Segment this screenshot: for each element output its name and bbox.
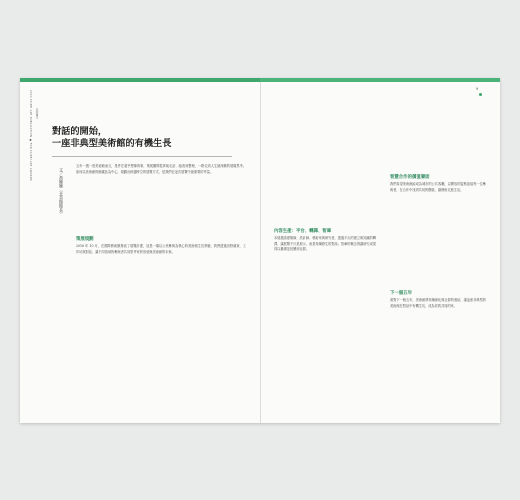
section-body-2: 本展邀請建築師、設計師、藝術家與研究者，透過平台的建立與知識的轉譯，讓展覽不只是展示，而是持續發生的對話；智庫的概念則讓研究成果得以累積並回饋到社群。 (274, 236, 376, 252)
running-head-right: 家的重量 (35, 108, 38, 119)
intro-paragraph: 五年一遇一度美術館而言，是件在超乎想像的事，策展團隊從實地走訪、踏查到整理，一路走到人生最深層的展場思考。如何以美術館的館藏品為中心，規劃出跨越時空的展覽方式，是我們在這次展覽中最重要的考量。 (76, 164, 246, 174)
section-body-1: 2016 年 10 月，在國際藝術節發表了展覽計畫，這是一場以公民參與為核心的美術館生長實驗，我們透過田野調查、工作坊與對話，讓不同領域的參與者共同思考家的形狀與美術館的未來。 (76, 244, 246, 254)
title-line-2: 一座非典型美術館的有機生長 (52, 138, 172, 149)
book-spread (20, 78, 500, 423)
section-heading-3: 智慧合作的價值層面 (390, 175, 430, 180)
page-gutter (260, 82, 261, 423)
title-line-1: 對話的開始， (52, 126, 108, 137)
article-title (52, 126, 171, 150)
title-rule (52, 156, 232, 157)
section-heading-4: 下一個五年 (390, 291, 412, 296)
top-accent-bar-right (260, 78, 500, 82)
folio-marker (479, 93, 482, 96)
running-head-left: 2020 TAIPEI ART PUBLICATION ● FOR TAIPEI ART AWARDS (29, 90, 32, 181)
page-number: 9 (476, 87, 479, 91)
section-heading-1: 策展規劃 (76, 237, 94, 242)
section-heading-2: 內容生產：平台、轉譯、智庫 (274, 229, 332, 234)
author-byline: 文／黃姍姍（北美館館長） (59, 168, 64, 216)
section-body-4: 面對下一個五年，美術館將持續深化與社群的連結，讓這座非典型的美術館在對話中有機生長，成為你我共同的家。 (390, 298, 486, 308)
section-body-3: 我們希望美術館能成為城市的公共客廳，以開放的姿態迎接每一位參與者，在合作中找到共同的價值，讓藝術走進生活。 (390, 182, 486, 192)
